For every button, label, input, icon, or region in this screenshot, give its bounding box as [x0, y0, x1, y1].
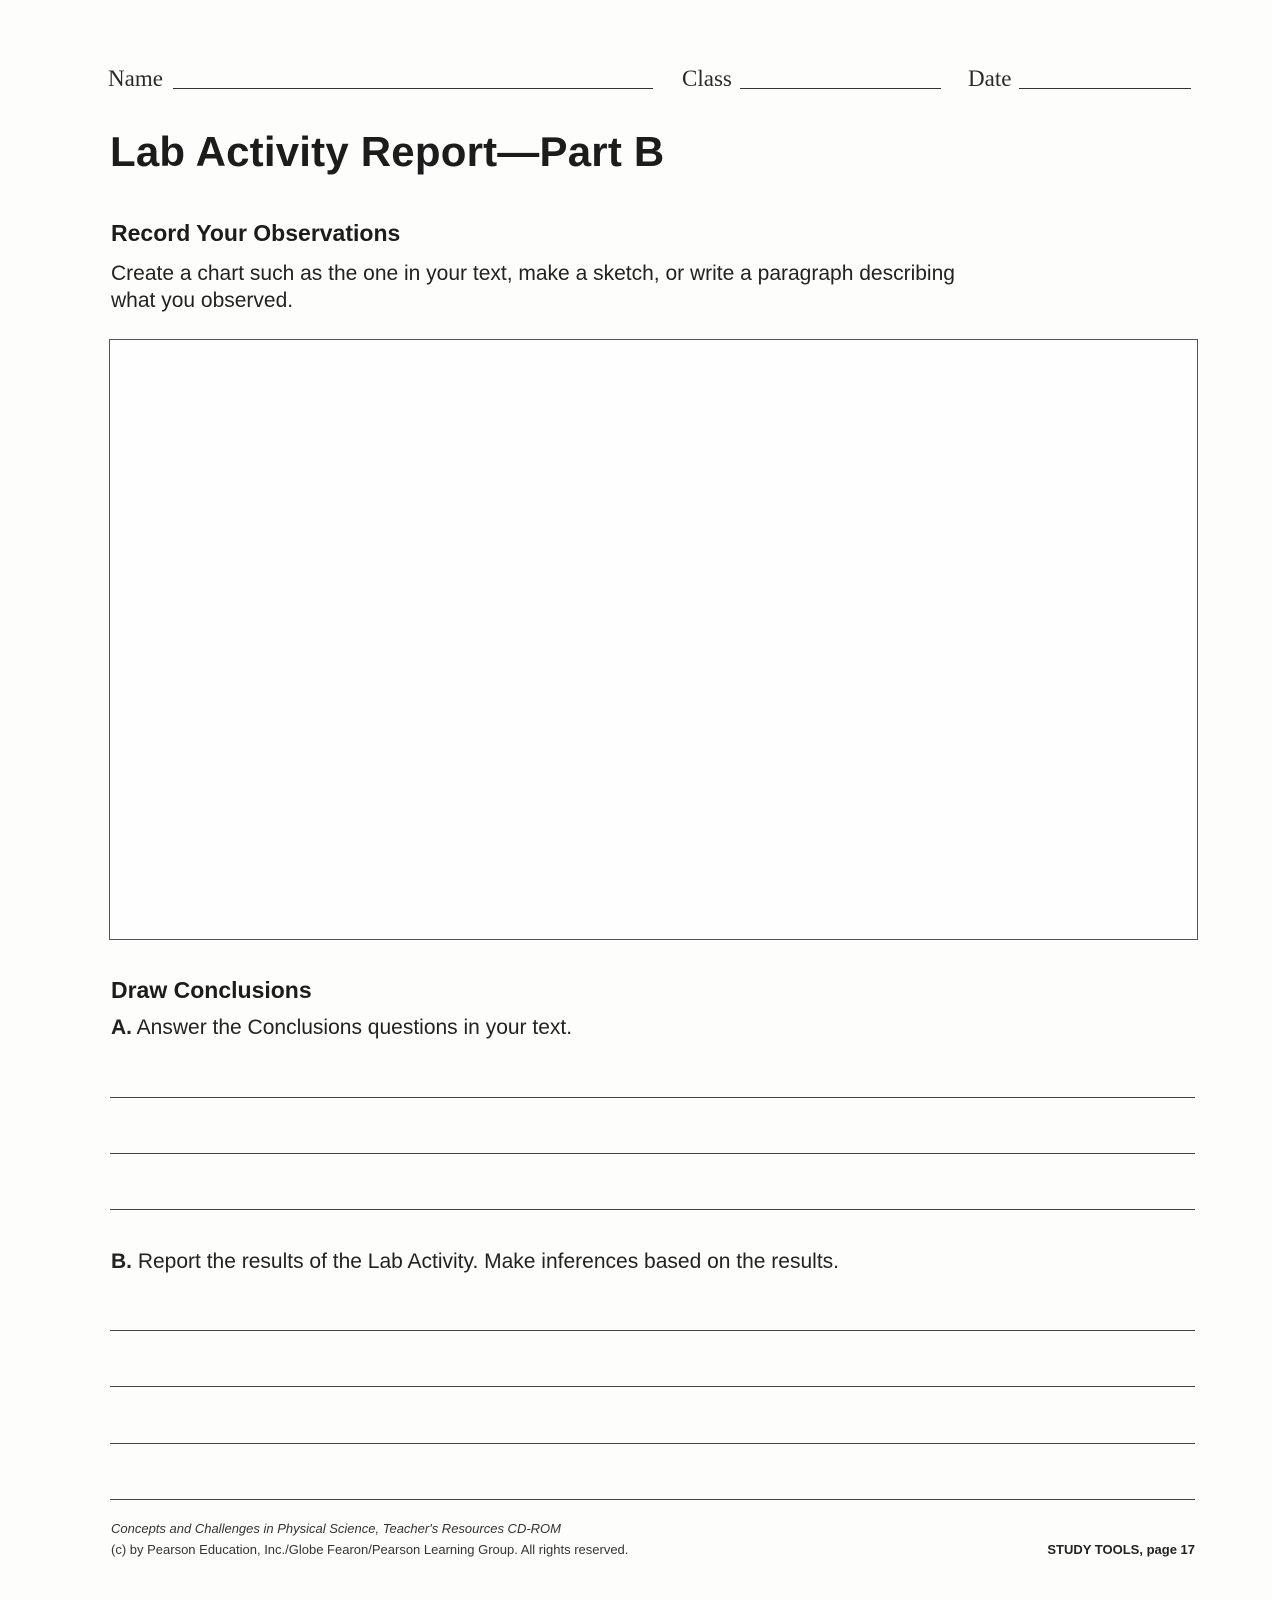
- class-field[interactable]: [740, 88, 941, 89]
- answer-a-line-2[interactable]: [110, 1153, 1195, 1154]
- answer-b-line-1[interactable]: [110, 1330, 1195, 1331]
- question-b-text: Report the results of the Lab Activity. Make inferences based on the results.: [132, 1250, 839, 1273]
- answer-b-line-4[interactable]: [110, 1499, 1195, 1500]
- answer-b-line-2[interactable]: [110, 1386, 1195, 1387]
- question-b: [111, 1248, 839, 1275]
- name-field[interactable]: [173, 88, 653, 89]
- answer-a-line-3[interactable]: [110, 1209, 1195, 1210]
- question-a-marker: A.: [111, 1016, 132, 1039]
- observations-heading: Record Your Observations: [111, 220, 401, 246]
- date-field[interactable]: [1019, 88, 1191, 89]
- observations-instructions: [111, 260, 1111, 314]
- name-label: Name: [108, 66, 163, 91]
- question-a: [111, 1014, 572, 1041]
- observations-box[interactable]: [109, 339, 1198, 940]
- observations-instructions-line2: what you observed.: [111, 289, 294, 312]
- answer-a-line-1[interactable]: [110, 1097, 1195, 1098]
- page-title: Lab Activity Report—Part B: [110, 128, 665, 175]
- footer-book-title: Concepts and Challenges in Physical Science, Teacher's Resources CD-ROM: [111, 1521, 561, 1536]
- footer-page-ref: STUDY TOOLS, page 17: [1047, 1542, 1195, 1557]
- question-b-marker: B.: [111, 1250, 132, 1273]
- date-label: Date: [968, 66, 1012, 91]
- class-label: Class: [682, 66, 732, 91]
- observations-instructions-line1: Create a chart such as the one in your text, make a sketch, or write a paragraph describing: [111, 262, 955, 285]
- conclusions-heading: Draw Conclusions: [111, 977, 312, 1003]
- answer-b-line-3[interactable]: [110, 1443, 1195, 1444]
- question-a-text: Answer the Conclusions questions in your text.: [132, 1016, 573, 1039]
- footer-copyright: (c) by Pearson Education, Inc./Globe Fearon/Pearson Learning Group. All rights reserved.: [111, 1542, 629, 1557]
